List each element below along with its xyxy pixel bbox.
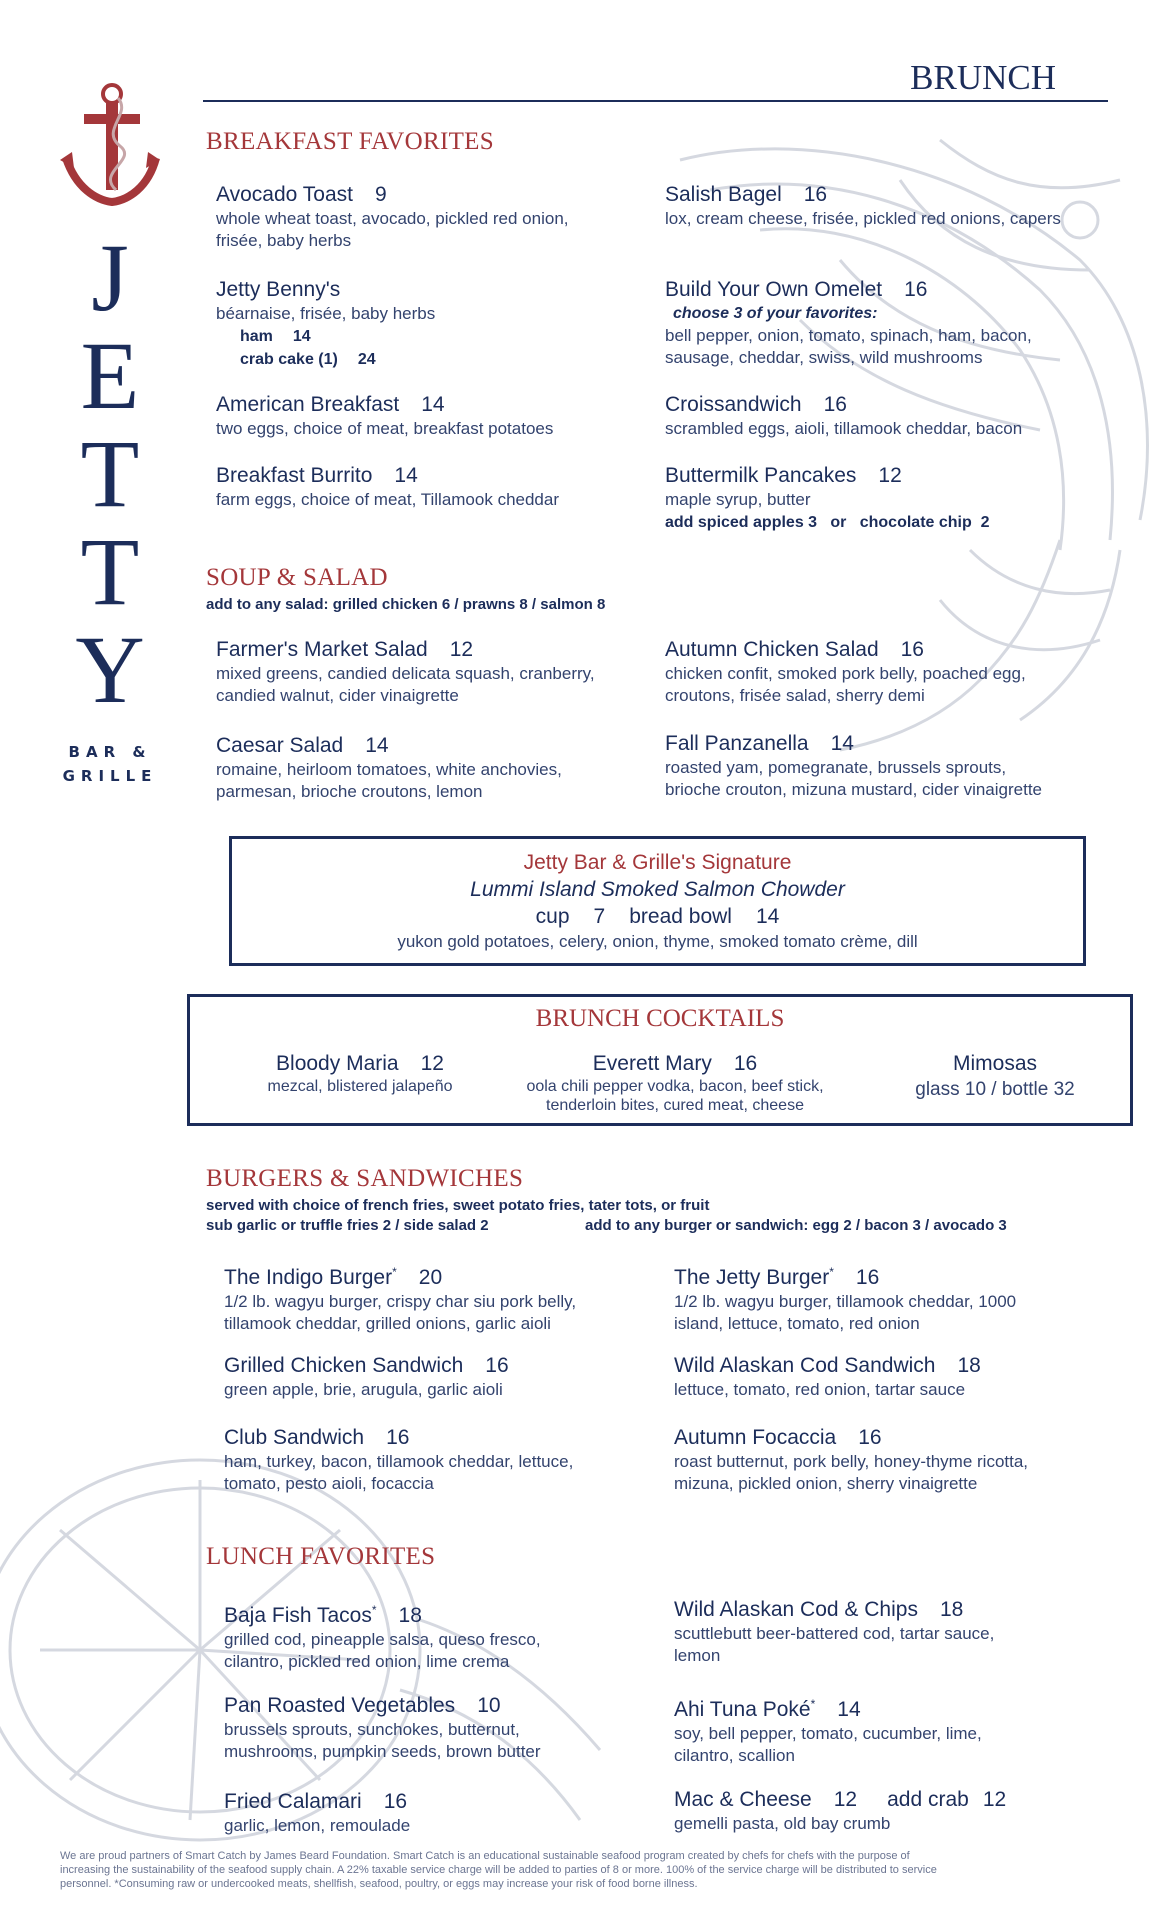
item-desc: cilantro, scallion [674, 1746, 795, 1765]
item-desc: lox, cream cheese, frisée, pickled red onions, capers [665, 209, 1061, 228]
item-desc: 1/2 lb. wagyu burger, crispy char siu pork belly, [224, 1292, 577, 1311]
menu-item-autumn-chicken-salad [665, 637, 1095, 707]
burgers-note-subs: sub garlic or truffle fries 2 / side salad 2 [206, 1217, 489, 1234]
item-name: Grilled Chicken Sandwich [224, 1354, 464, 1377]
cocktail-price: 12 [420, 1052, 444, 1075]
item-desc: sausage, cheddar, swiss, wild mushrooms [665, 348, 983, 367]
brand-letter-j: J [91, 224, 129, 331]
brand-letter-t2: T [80, 518, 140, 625]
item-desc: mizuna, pickled onion, sherry vinaigrette [674, 1474, 978, 1493]
item-price: 16 [386, 1426, 410, 1449]
item-name: Salish Bagel [665, 183, 782, 206]
item-name: Avocado Toast [216, 183, 353, 206]
brand-column [40, 80, 180, 788]
menu-item-autumn-focaccia [674, 1425, 1104, 1495]
chowder-desc: yukon gold potatoes, celery, onion, thyme, smoked tomato crème, dill [397, 932, 918, 951]
item-desc: tomato, pesto aioli, focaccia [224, 1474, 434, 1493]
item-desc: scuttlebutt beer-battered cod, tartar sauce, [674, 1624, 995, 1643]
menu-item-caesar-salad [216, 733, 646, 803]
menu-item-wild-alaskan-cod-sandwich [674, 1353, 1104, 1401]
item-price: 12 [833, 1788, 858, 1811]
item-price: 14 [837, 1698, 861, 1721]
footer-line: increasing the sustainability of the seafood supply chain. A 22% taxable service charge will be added to parties of 8 or more. 100% of the service charge will be distributed to service [60, 1864, 937, 1876]
item-name: Pan Roasted Vegetables [224, 1694, 456, 1717]
menu-item-salish-bagel [665, 182, 1095, 230]
chowder-name: Lummi Island Smoked Salmon Chowder [470, 878, 845, 901]
cocktail-bloody-maria [230, 1051, 490, 1096]
item-desc: bell pepper, onion, tomato, spinach, ham, bacon, [665, 326, 1032, 345]
item-extra-price: 12 [982, 1788, 1007, 1811]
brunch-cocktails-box [187, 994, 1133, 1126]
item-price: 18 [939, 1598, 964, 1621]
cocktail-name: Everett Mary [592, 1052, 712, 1075]
item-name: Caesar Salad [216, 734, 344, 757]
item-desc: whole wheat toast, avocado, pickled red onion, [216, 209, 569, 228]
item-price: 18 [957, 1354, 981, 1377]
item-desc: mushrooms, pumpkin seeds, brown butter [224, 1742, 541, 1761]
item-desc: cilantro, pickled red onion, lime crema [224, 1652, 510, 1671]
item-desc: romaine, heirloom tomatoes, white anchovies, [216, 760, 562, 779]
item-name: Autumn Chicken Salad [665, 638, 879, 661]
menu-item-pan-roasted-vegetables [224, 1693, 654, 1763]
item-desc: candied walnut, cider vinaigrette [216, 686, 459, 705]
item-desc: farm eggs, choice of meat, Tillamook cheddar [216, 490, 559, 509]
bowl-price: 14 [755, 905, 780, 928]
footer-line: We are proud partners of Smart Catch by James Beard Foundation. Smart Catch is an educational sustainable seafood program created by chefs for chefs with the purpose of [60, 1850, 910, 1862]
item-name: The Jetty Burger [674, 1266, 830, 1289]
item-price: 16 [823, 393, 847, 416]
item-price: 12 [878, 464, 902, 487]
item-desc: soy, bell pepper, tomato, cucumber, lime, [674, 1724, 982, 1743]
item-name: Autumn Focaccia [674, 1426, 837, 1449]
item-name: Croissandwich [665, 393, 802, 416]
brand-letter-y: Y [75, 616, 145, 723]
item-desc: garlic, lemon, remoulade [224, 1816, 411, 1835]
breakfast-section-title: BREAKFAST FAVORITES [206, 128, 494, 155]
item-price: 14 [421, 393, 445, 416]
item-desc: chicken confit, smoked pork belly, poached egg, [665, 664, 1026, 683]
item-note: choose 3 of your favorites: [673, 305, 878, 322]
item-desc: green apple, brie, arugula, garlic aioli [224, 1380, 503, 1399]
chowder-signature-label: Jetty Bar & Grille's Signature [523, 851, 792, 874]
item-addon: add spiced apples 3 or chocolate chip 2 [665, 514, 990, 531]
item-price: 20 [418, 1266, 443, 1289]
burgers-note-sides: served with choice of french fries, sweet potato fries, tater tots, or fruit [206, 1197, 710, 1214]
item-price: 14 [394, 464, 418, 487]
menu-item-croissandwich [665, 392, 1095, 440]
footer-disclaimer [60, 1849, 1100, 1891]
menu-item-indigo-burger: The Indigo Burger* 20 1/2 lb. wagyu burger, crispy char siu pork belly, tillamook cheddar, grilled onions, garlic aioli [224, 1259, 654, 1335]
menu-item-fall-panzanella [665, 731, 1125, 801]
brand-sub-line2: GRILLE [62, 767, 158, 785]
item-name: Mac & Cheese [674, 1788, 812, 1811]
item-desc: parmesan, brioche croutons, lemon [216, 782, 483, 801]
item-desc: maple syrup, butter [665, 490, 811, 509]
item-desc: mixed greens, candied delicata squash, cranberry, [216, 664, 595, 683]
soup-section-note: add to any salad: grilled chicken 6 / prawns 8 / salmon 8 [206, 596, 606, 613]
item-desc: roast butternut, pork belly, honey-thyme ricotta, [674, 1452, 1029, 1471]
item-desc: lettuce, tomato, red onion, tartar sauce [674, 1380, 966, 1399]
cocktail-name: Mimosas [952, 1052, 1037, 1075]
item-price: 16 [383, 1790, 408, 1813]
menu-item-fried-calamari [224, 1789, 654, 1837]
menu-item-buttermilk-pancakes [665, 463, 1095, 534]
item-name: Jetty Benny's [216, 278, 341, 301]
item-price: 18 [398, 1604, 422, 1627]
item-desc: gemelli pasta, old bay crumb [674, 1814, 891, 1833]
menu-item-breakfast-burrito [216, 463, 646, 511]
item-price: 14 [365, 734, 389, 757]
item-desc: grilled cod, pineapple salsa, queso fresco, [224, 1630, 541, 1649]
menu-item-mac-cheese [674, 1787, 1104, 1835]
cup-price: 7 [593, 905, 606, 928]
item-price: 12 [449, 638, 474, 661]
item-price: 16 [803, 183, 828, 206]
menu-item-wild-alaskan-cod-chips [674, 1597, 1104, 1667]
bowl-label: bread bowl [629, 905, 732, 928]
item-desc: scrambled eggs, aioli, tillamook cheddar, bacon [665, 419, 1023, 438]
item-name: Buttermilk Pancakes [665, 464, 857, 487]
item-price: 16 [900, 638, 924, 661]
item-desc: tillamook cheddar, grilled onions, garlic aioli [224, 1314, 551, 1333]
item-name: American Breakfast [216, 393, 400, 416]
item-name: Wild Alaskan Cod & Chips [674, 1598, 918, 1621]
menu-item-american-breakfast [216, 392, 646, 440]
menu-item-baja-fish-tacos: Baja Fish Tacos* 18 grilled cod, pineapple salsa, queso fresco, cilantro, pickled red onion, lime crema [224, 1597, 654, 1673]
item-name: Ahi Tuna Poké [674, 1698, 811, 1721]
header-divider [203, 100, 1108, 102]
item-name: Club Sandwich [224, 1426, 365, 1449]
item-desc: two eggs, choice of meat, breakfast potatoes [216, 419, 554, 438]
soup-section-title: SOUP & SALAD [206, 564, 388, 591]
item-price: 16 [855, 1266, 880, 1289]
item-price: 10 [477, 1694, 501, 1717]
item-desc: ham, turkey, bacon, tillamook cheddar, lettuce, [224, 1452, 574, 1471]
item-name: Breakfast Burrito [216, 464, 373, 487]
cocktail-desc: oola chili pepper vodka, bacon, beef stick, [526, 1078, 824, 1095]
cocktail-name: Bloody Maria [276, 1052, 399, 1075]
item-desc: island, lettuce, tomato, red onion [674, 1314, 920, 1333]
page-title: BRUNCH [910, 58, 1056, 97]
menu-item-farmers-market-salad [216, 637, 646, 707]
cocktail-price: 16 [733, 1052, 758, 1075]
option-ham: ham 14 [240, 328, 311, 345]
brand-letter-e: E [80, 322, 140, 429]
cup-label: cup [535, 905, 570, 928]
item-name: Wild Alaskan Cod Sandwich [674, 1354, 936, 1377]
cocktails-section-title: BRUNCH COCKTAILS [535, 1005, 785, 1032]
option-crab-cake: crab cake (1) 24 [240, 351, 376, 368]
menu-item-jetty-bennys [216, 277, 646, 371]
signature-chowder-box [229, 836, 1086, 966]
menu-item-build-your-own-omelet [665, 277, 1135, 369]
item-name: Farmer's Market Salad [216, 638, 428, 661]
item-name: The Indigo Burger [224, 1266, 393, 1289]
item-desc: brioche crouton, mizuna mustard, cider vinaigrette [665, 780, 1043, 799]
footer-line: personnel. *Consuming raw or undercooked meats, shellfish, seafood, poultry, or eggs may increase your risk of food borne illness. [60, 1878, 698, 1890]
menu-item-ahi-tuna-poke: Ahi Tuna Poké* 14 soy, bell pepper, tomato, cucumber, lime, cilantro, scallion [674, 1691, 1104, 1767]
item-price: 16 [485, 1354, 509, 1377]
item-price: 14 [830, 732, 854, 755]
cocktail-everett-mary [495, 1051, 855, 1115]
item-name: Fall Panzanella [665, 732, 809, 755]
item-price: 16 [904, 278, 928, 301]
cocktail-desc: tenderloin bites, cured meat, cheese [546, 1097, 804, 1114]
item-name: Build Your Own Omelet [665, 278, 883, 301]
item-extra: add crab [887, 1788, 969, 1811]
brand-letter-t1: T [80, 420, 140, 527]
item-price: 16 [858, 1426, 882, 1449]
item-desc: croutons, frisée salad, sherry demi [665, 686, 925, 705]
anchor-logo-icon [60, 80, 160, 210]
lunch-section-title: LUNCH FAVORITES [206, 1543, 436, 1570]
chowder-sizes [232, 903, 1083, 931]
burgers-section-title: BURGERS & SANDWICHES [206, 1165, 524, 1192]
cocktail-price-line: glass 10 / bottle 32 [915, 1079, 1075, 1100]
item-price: 9 [375, 183, 387, 206]
cocktail-desc: mezcal, blistered jalapeño [267, 1078, 453, 1095]
item-desc: béarnaise, frisée, baby herbs [216, 304, 436, 323]
item-desc: frisée, baby herbs [216, 231, 352, 250]
item-name: Baja Fish Tacos [224, 1604, 372, 1627]
item-desc: roasted yam, pomegranate, brussels sprouts, [665, 758, 1007, 777]
menu-item-club-sandwich [224, 1425, 654, 1495]
item-name: Fried Calamari [224, 1790, 362, 1813]
item-desc: lemon [674, 1646, 721, 1665]
burgers-note-addons: add to any burger or sandwich: egg 2 / bacon 3 / avocado 3 [585, 1217, 1007, 1234]
cocktail-mimosas [880, 1051, 1110, 1103]
menu-item-jetty-burger: The Jetty Burger* 16 1/2 lb. wagyu burger, tillamook cheddar, 1000 island, lettuce, tomato, red onion [674, 1259, 1104, 1335]
item-desc: 1/2 lb. wagyu burger, tillamook cheddar, 1000 [674, 1292, 1017, 1311]
menu-item-avocado-toast [216, 182, 646, 252]
menu-item-grilled-chicken-sandwich [224, 1353, 654, 1401]
brand-sub-line1: BAR & [68, 743, 152, 761]
item-desc: brussels sprouts, sunchokes, butternut, [224, 1720, 520, 1739]
